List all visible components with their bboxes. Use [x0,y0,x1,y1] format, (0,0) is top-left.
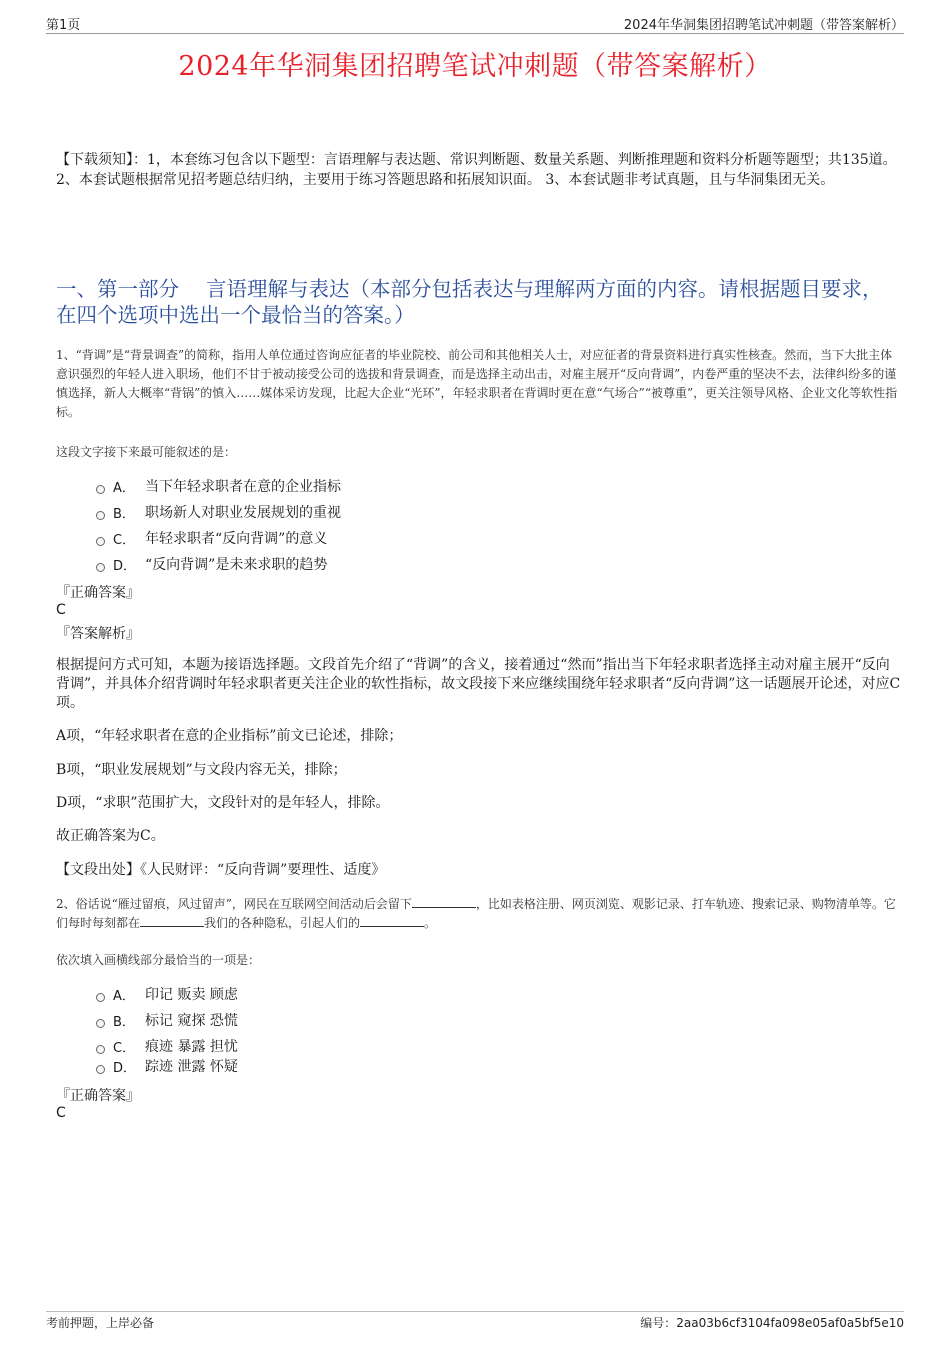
question-1-source: 【文段出处】《人民财评：“反向背调”要理性、适度》 [56,862,386,878]
radio-icon[interactable] [96,1045,105,1054]
radio-icon[interactable] [96,511,105,520]
question-1-option-b[interactable]: B． 职场新人对职业发展规划的重视 [96,502,341,522]
question-1-analysis-para: 根据提问方式可知，本题为接语选择题。文段首先介绍了“背调”的含义，接着通过“然而”指出当下年轻求职者选择主动对雇主展开“反向背调”，并具体介绍背调时年轻求职者更关注企业的软性指标，故文段接下来应继续围绕年轻求职者“反向背调”这一话题展开论述，对应C项。 [56,657,901,711]
question-1-option-a[interactable]: A． 当下年轻求职者在意的企业指标 [96,476,341,496]
question-1-analysis-label: 『答案解析』 [56,626,140,642]
question-2-option-a[interactable]: A． 印记 贩卖 顾虑 [96,984,238,1004]
question-1-prompt: 这段文字接下来最可能叙述的是： [56,445,237,459]
running-title: 2024年华洞集团招聘笔试冲刺题（带答案解析） [623,18,904,33]
question-1-option-d[interactable]: D． “反向背调”是未来求职的趋势 [96,554,327,574]
radio-icon[interactable] [96,993,105,1002]
question-2-option-c[interactable]: C． 痕迹 暴露 担忧 [96,1036,238,1056]
question-2-answer: C [56,1105,66,1121]
radio-icon[interactable] [96,563,105,572]
question-2-option-b[interactable]: B． 标记 窥探 恐慌 [96,1010,238,1030]
blank-line [360,914,424,927]
question-1-answer: C [56,602,66,618]
question-1-analysis-a: A项，“年轻求职者在意的企业指标”前文已论述，排除； [56,728,403,744]
question-1-answer-label: 『正确答案』 [56,585,140,601]
download-notice: 【下载须知】：1，本套练习包含以下题型：言语理解与表达题、常识判断题、数量关系题、判断推理题和资料分析题等题型；共135道。 2、本套试题根据常见招考题总结归纳，主要用于练习答题思路和拓展知识面。 3、本套试题非考试真题，且与华洞集团无关。 [56,152,897,188]
question-1-analysis-d: D项，“求职”范围扩大，文段针对的是年轻人，排除。 [56,795,390,811]
blank-line [412,895,476,908]
radio-icon[interactable] [96,1065,105,1074]
question-1-text: 1、“背调”是“背景调查”的简称，指用人单位通过咨询应征者的毕业院校、前公司和其他相关人士，对应征者的背景资料进行真实性核查。然而，当下大批主体意识强烈的年轻人进入职场，他们不甘于被动接受公司的选拔和背景调查，而是选择主动出击，对雇主展开“反向背调”，内卷严重的坚决不去，法律纠纷多的谨慎选择，新人大概率“背锅”的慎入……媒体采访发现，比起大企业“光环”，年轻求职者在背调时更在意“气场合”“被尊重”，更关注领导风格、企业文化等软性指标。 [56,348,898,419]
footer-slogan: 考前押题，上岸必备 [46,1316,155,1330]
footer-divider [46,1311,904,1312]
question-1-option-c[interactable]: C． 年轻求职者“反向背调”的意义 [96,528,327,548]
question-2-option-d[interactable]: D． 踪迹 泄露 怀疑 [96,1056,238,1076]
radio-icon[interactable] [96,1019,105,1028]
radio-icon[interactable] [96,485,105,494]
question-2-text: 2、俗话说“雁过留痕，风过留声”，网民在互联网空间活动后会留下 ，比如表格注册、网页浏览、观影记录、打车轨迹、搜索记录、购物清单等。它们每时每刻都在 我们的各种隐私，引起人们的 。 [56,897,896,930]
question-2-prompt: 依次填入画横线部分最恰当的一项是： [56,953,261,967]
question-2-answer-label: 『正确答案』 [56,1088,140,1104]
question-1-conclusion: 故正确答案为C。 [56,828,165,844]
section-title: 一、第一部分 言语理解与表达（本部分包括表达与理解两方面的内容。请根据题目要求，在四个选项中选出一个最恰当的答案。） [56,277,883,327]
document-id: 编号：2aa03b6cf3104fa098e05af0a5bf5e10 [640,1316,904,1330]
header-divider [46,33,904,34]
document-title: 2024年华洞集团招聘笔试冲刺题（带答案解析） [178,51,772,82]
question-1-analysis-b: B项，“职业发展规划”与文段内容无关，排除； [56,762,347,778]
blank-line [140,914,204,927]
radio-icon[interactable] [96,537,105,546]
page-number: 第1页 [46,18,81,33]
